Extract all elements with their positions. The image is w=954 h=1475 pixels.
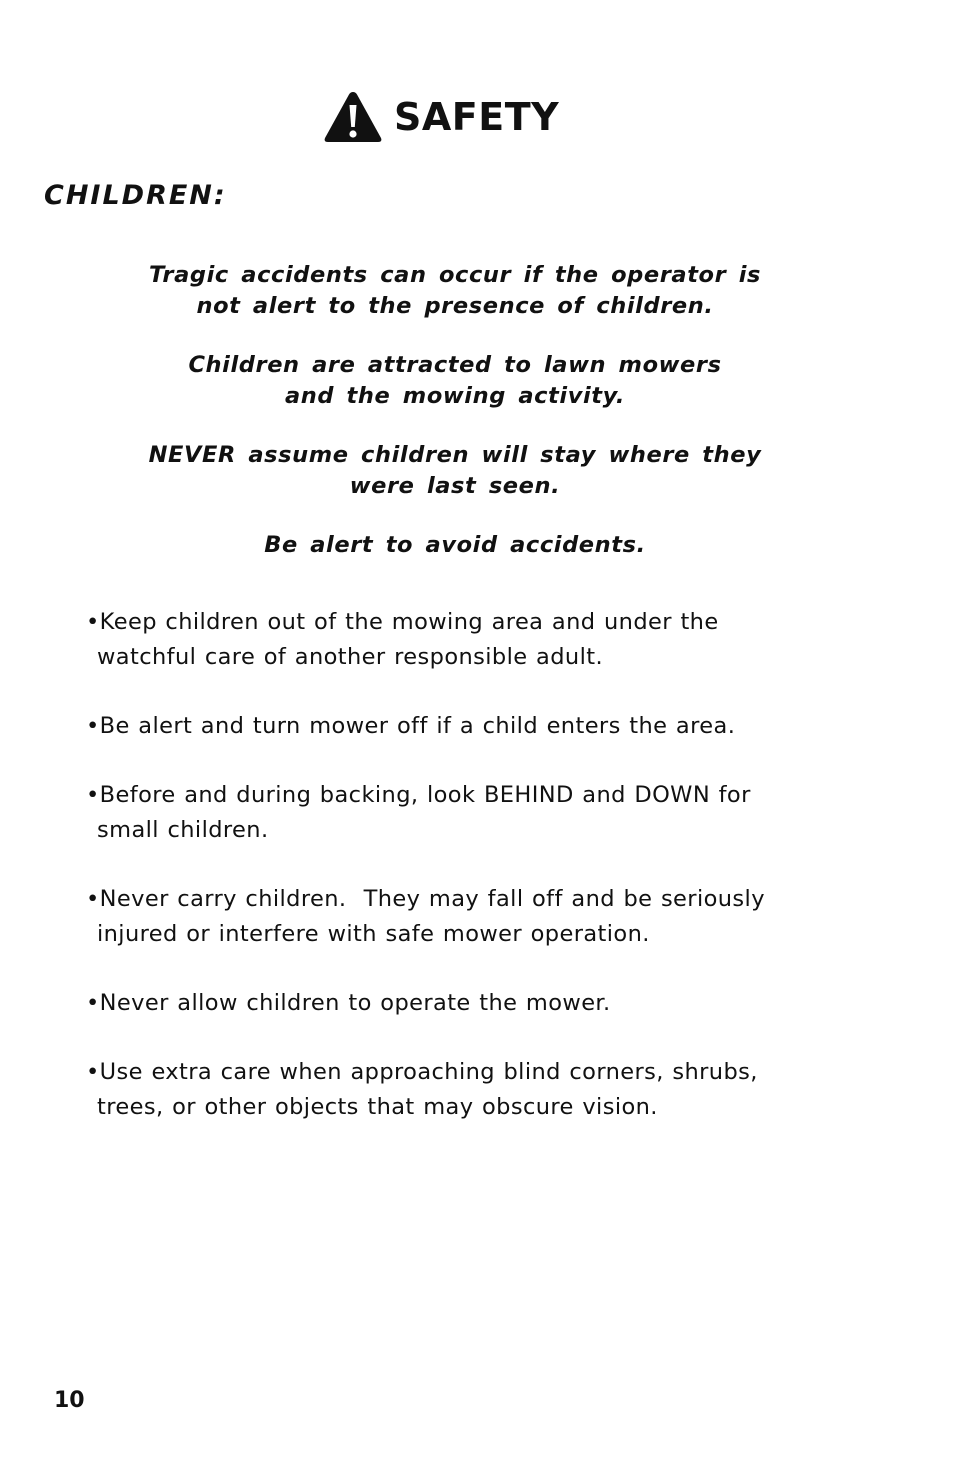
warning-paragraph	[60, 260, 850, 322]
warning-line: were last seen.	[349, 473, 561, 499]
warning-paragraph	[60, 440, 850, 502]
bullet-line: •Keep children out of the mowing area and under the	[86, 609, 719, 635]
section-heading: CHILDREN:	[44, 180, 227, 211]
list-item	[86, 778, 846, 848]
bullet-line: watchful care of another responsible adult.	[97, 644, 604, 670]
warning-paragraph	[60, 350, 850, 412]
bullet-line: injured or interfere with safe mower operation.	[97, 921, 650, 947]
warning-line: Tragic accidents can occur if the operator is	[148, 262, 762, 288]
bullet-line: •Use extra care when approaching blind corners, shrubs,	[86, 1059, 758, 1085]
bullet-line: •Be alert and turn mower off if a child enters the area.	[86, 713, 736, 739]
page-title: SAFETY	[394, 95, 560, 139]
warning-triangle-icon	[322, 89, 384, 145]
bullet-line: •Never allow children to operate the mower.	[86, 990, 611, 1016]
warning-line: not alert to the presence of children.	[196, 293, 714, 319]
bullet-line: •Before and during backing, look BEHIND and DOWN for	[86, 782, 751, 808]
list-item	[86, 882, 846, 952]
warning-block	[60, 260, 850, 589]
warning-line: and the mowing activity.	[284, 383, 626, 409]
bullet-line: small children.	[97, 817, 269, 843]
list-item	[86, 709, 846, 744]
list-item	[86, 605, 846, 675]
warning-line: NEVER assume children will stay where they	[148, 442, 762, 468]
bullet-line: trees, or other objects that may obscure vision.	[97, 1094, 658, 1120]
list-item	[86, 986, 846, 1021]
warning-line: Be alert to avoid accidents.	[264, 532, 646, 558]
page-number: 10	[54, 1388, 85, 1413]
bullet-line: •Never carry children. They may fall off and be seriously	[86, 886, 765, 912]
warning-line: Children are attracted to lawn mowers	[188, 352, 722, 378]
list-item	[86, 1055, 846, 1125]
safety-bullet-list	[86, 605, 846, 1159]
warning-paragraph	[60, 530, 850, 561]
page-header	[322, 88, 559, 146]
